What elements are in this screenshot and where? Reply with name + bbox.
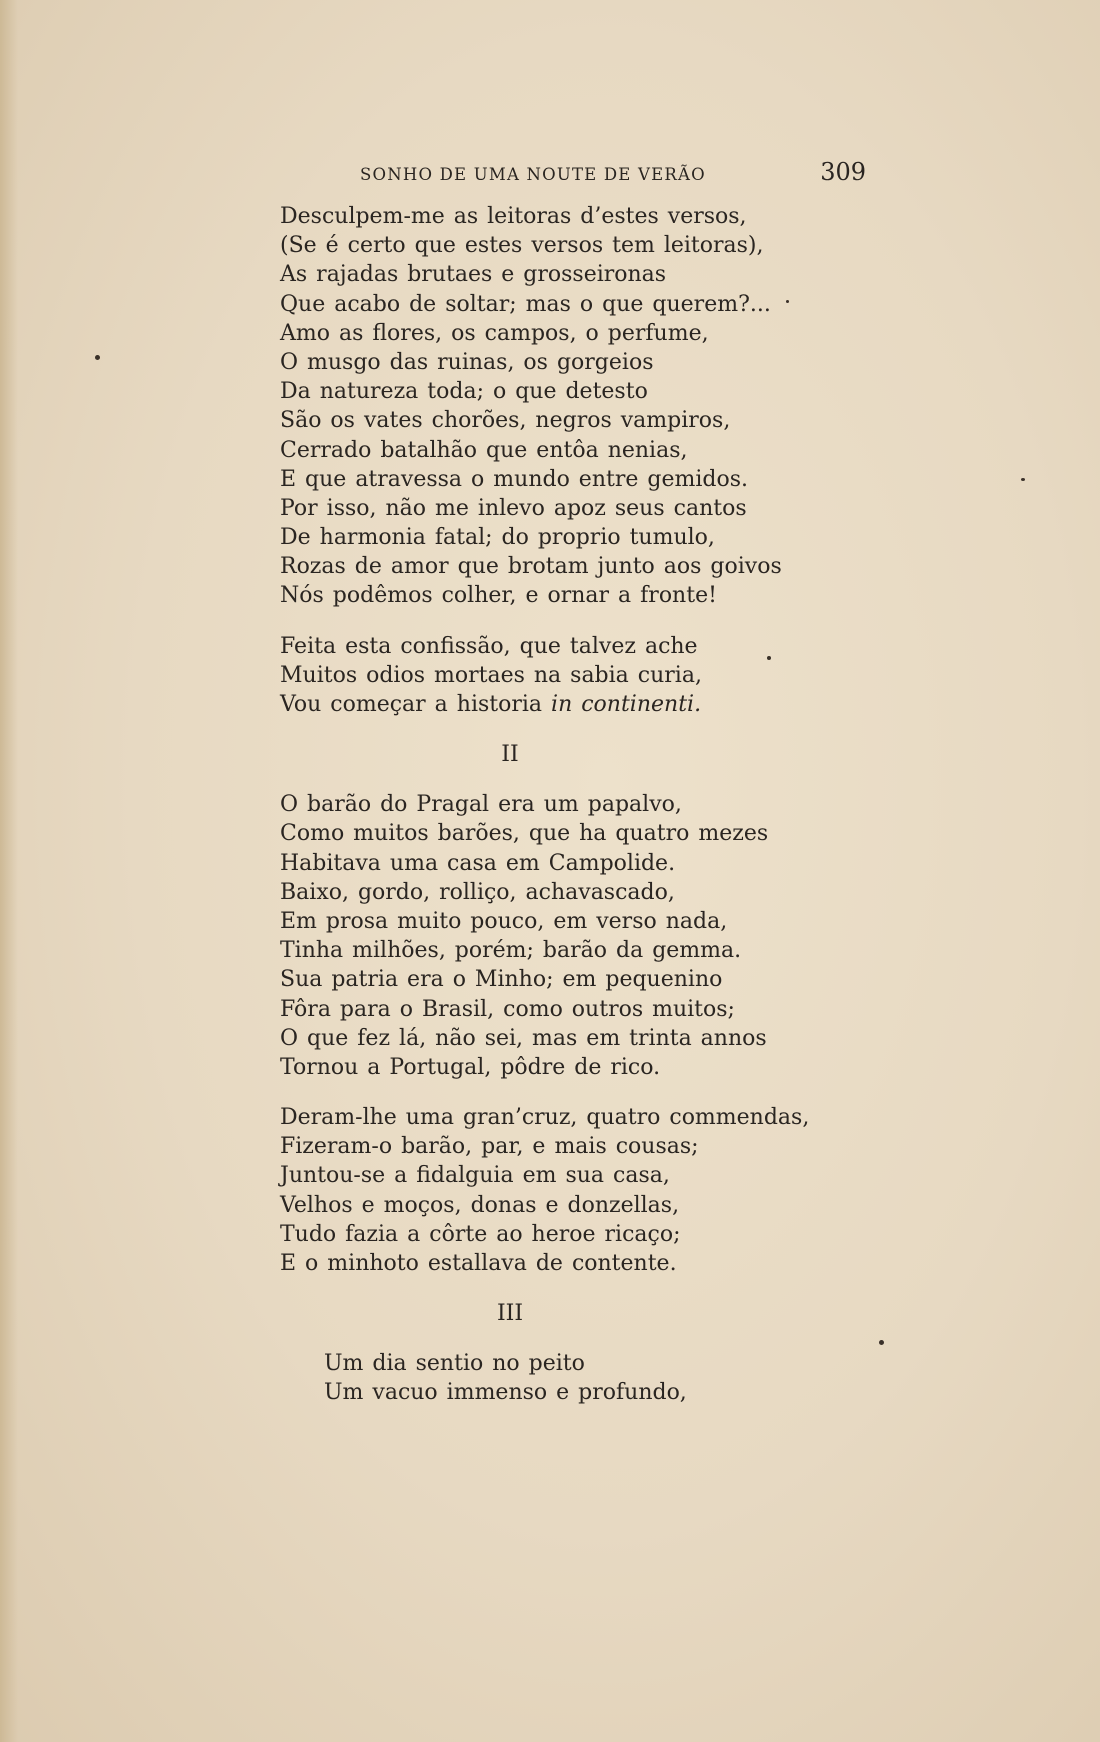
stanza-gap [280, 769, 820, 790]
section-number-iii: III [496, 1301, 524, 1327]
verse-line: Um vacuo immenso e profundo, [324, 1380, 687, 1406]
verse-line: Desculpem-me as leitoras d’estes versos, [280, 204, 747, 229]
verse-line-text: Vou começar a historia [280, 692, 552, 717]
verse-line: Habitava uma casa em Campolide. [280, 850, 676, 876]
verse-line [280, 690, 820, 719]
verse-line: E o minhoto estallava de contente. [280, 1251, 677, 1276]
stanza-confession [280, 202, 820, 611]
verse-line: Deram-lhe uma gran’cruz, quatro commendas, [280, 1105, 810, 1131]
verse-line: Tinha milhões, porém; barão da gemma. [280, 938, 742, 964]
stanza-gap [280, 1082, 820, 1103]
ink-speck [1021, 478, 1025, 481]
ink-speck [879, 1340, 884, 1345]
section-number-ii: II [501, 742, 519, 768]
verse-line: O que fez lá, não sei, mas em trinta annos [280, 1025, 767, 1051]
verse-line: Amo as flores, os campos, o perfume, [280, 320, 709, 346]
ink-speck [767, 656, 771, 660]
stanza-honours [280, 1103, 820, 1278]
stanza-gap [280, 1328, 820, 1349]
ink-speck [786, 300, 789, 303]
verse-line: Feita esta confissão, que talvez ache [280, 633, 698, 659]
verse-line: Tornou a Portugal, pôdre de rico. [280, 1054, 661, 1080]
verse-line: Em prosa muito pouco, em verso nada, [280, 908, 728, 934]
verse-line: Um dia sentio no peito [324, 1351, 585, 1377]
running-title: SONHO DE UMA NOUTE DE VERÃO [360, 165, 706, 184]
verse-line: Da natureza toda; o que detesto [280, 379, 648, 405]
verse-line: Velhos e moços, donas e donzellas, [280, 1192, 680, 1218]
verse-line: E que atravessa o mundo entre gemidos. [280, 466, 748, 492]
ink-speck [95, 355, 100, 360]
verse-line: Que acabo de soltar; mas o que querem?... [280, 291, 771, 317]
verse-line: Como muitos barões, que ha quatro mezes [280, 821, 769, 847]
running-header [280, 158, 870, 188]
verse-line: As rajadas brutaes e grosseironas [280, 262, 667, 288]
italic-phrase: in continenti. [551, 692, 702, 717]
stanza-gap [280, 719, 820, 740]
page-number: 309 [820, 158, 866, 186]
verse-line: Fizeram-o barão, par, e mais cousas; [280, 1134, 699, 1160]
verse-line: Cerrado batalhão que entôa nenias, [280, 437, 688, 463]
verse-line: De harmonia fatal; do proprio tumulo, [280, 525, 715, 551]
stanza-intro [280, 632, 820, 720]
poem-text [280, 202, 820, 1408]
stanza-vacuo [280, 1349, 820, 1407]
verse-line: Fôra para o Brasil, como outros muitos; [280, 996, 735, 1022]
stanza-barao [280, 790, 820, 1082]
verse-line: O barão do Pragal era um papalvo, [280, 792, 682, 818]
verse-line: Rozas de amor que brotam junto aos goivos [280, 554, 782, 580]
verse-line: Sua patria era o Minho; em pequenino [280, 967, 723, 993]
verse-line: Muitos odios mortaes na sabia curia, [280, 662, 702, 688]
verse-line: Baixo, gordo, rolliço, achavascado, [280, 879, 675, 905]
verse-line: Juntou-se a fidalguia em sua casa, [280, 1163, 670, 1189]
verse-line: São os vates chorões, negros vampiros, [280, 408, 731, 434]
stanza-gap [280, 611, 820, 632]
verse-line: O musgo das ruinas, os gorgeios [280, 349, 654, 375]
verse-line: Nós podêmos colher, e ornar a fronte! [280, 583, 717, 609]
stanza-gap [280, 1278, 820, 1299]
verse-line: Por isso, não me inlevo apoz seus cantos [280, 495, 747, 521]
verse-line: Tudo fazia a côrte ao heroe ricaço; [280, 1221, 681, 1247]
verse-line: (Se é certo que estes versos tem leitoras), [280, 233, 764, 259]
